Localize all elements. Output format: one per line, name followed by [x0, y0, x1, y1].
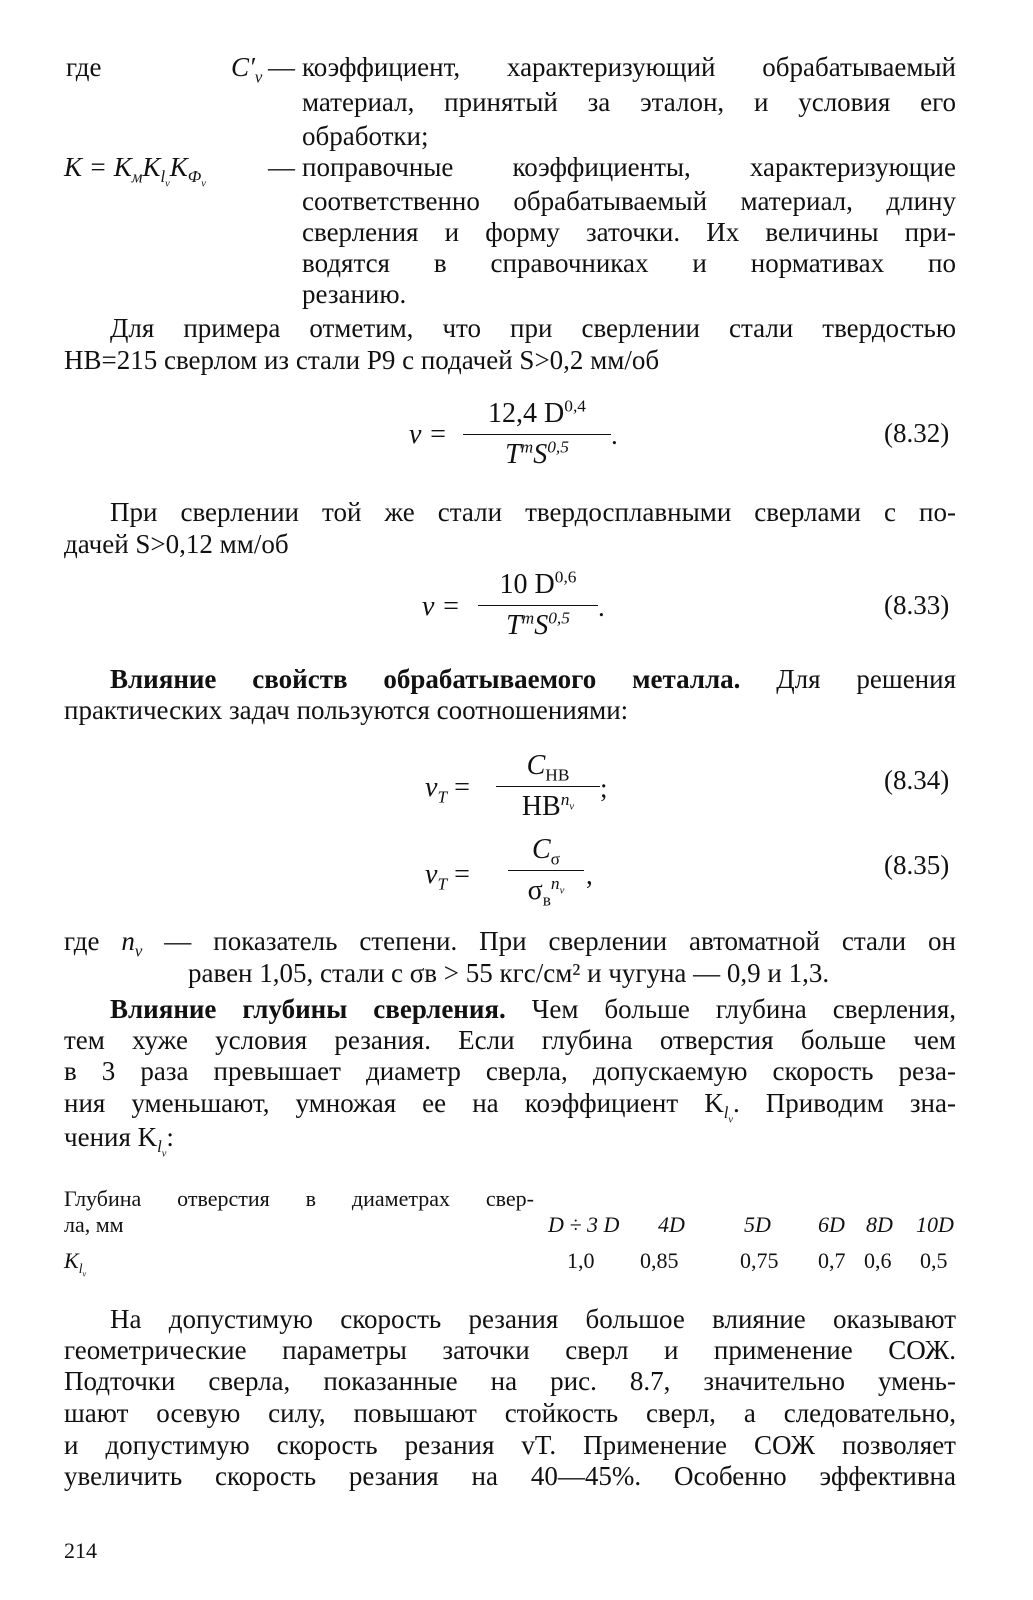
section2-line-1: Влияние глубины сверления. Чем больше глубина сверления, — [110, 994, 956, 1024]
k-def-line-1: поправочные коэффициенты, характеризующие — [302, 152, 956, 182]
eq834-lhs: $v_T$ = — [425, 772, 470, 807]
final-para-line-4: шают осевую силу, повышают стойкость сверл, а следовательно, — [64, 1398, 956, 1428]
final-para-line-3: Подточки сверла, показанные на рис. 8.7, значительно умень- — [64, 1366, 956, 1396]
eq832-period: . — [611, 420, 618, 450]
table-row1-label-a: Глубина отверстия в диаметрах свер- — [64, 1186, 534, 1211]
eq833-period: . — [598, 592, 605, 622]
eq833-numerator: 10 D$^{0,6}$ — [499, 567, 577, 600]
section1-heading: Влияние свойств обрабатываемого металла. — [110, 664, 741, 694]
final-para-line-2: геометрические параметры заточки сверл и применение СОЖ. — [64, 1335, 956, 1365]
eq834-fraction — [496, 748, 600, 825]
para2-line-1: При сверлении той же стали твердосплавными сверлами с по- — [110, 497, 956, 527]
eq832-number: (8.32) — [884, 418, 950, 448]
eq835-number: (8.35) — [884, 850, 950, 880]
c-def-line-3: обработки; — [302, 121, 429, 151]
table-depth-2: 4D — [658, 1212, 685, 1237]
page-number: 214 — [64, 1538, 97, 1563]
section2-line-3: в 3 раза превышает диаметр сверла, допускаемую скорость реза- — [64, 1056, 956, 1086]
para1-line-1: Для примера отметим, что при сверлении стали твердостью — [110, 313, 956, 343]
k-def-line-2: соответственно обрабатываемый материал, длину — [302, 186, 956, 216]
final-para-line-1: На допустимую скорость резания большое влияние оказывают — [110, 1304, 956, 1334]
table-coef-6: 0,5 — [920, 1248, 948, 1273]
k-def-line-5: резанию. — [302, 279, 407, 309]
table-coef-3: 0,75 — [740, 1248, 779, 1273]
k-def-line-3: сверления и форму заточки. Их величины при- — [302, 217, 956, 247]
c-def-line-1: коэффициент, характеризующий обрабатываемый — [302, 52, 956, 82]
table-depth-1: D ÷ 3 D — [548, 1212, 620, 1237]
eq835-fraction — [508, 832, 584, 909]
table-coef-1: 1,0 — [567, 1248, 595, 1273]
eq834-number: (8.34) — [884, 765, 950, 795]
table-depth-5: 8D — [866, 1212, 893, 1237]
eq832-lhs: v = — [409, 419, 448, 450]
eq833-fraction — [478, 567, 598, 644]
eq832-numerator: 12,4 D$^{0,4}$ — [488, 396, 586, 429]
section1-line-1: Влияние свойств обрабатываемого металла. Для решения — [110, 664, 956, 694]
section2-heading: Влияние глубины сверления. — [110, 994, 506, 1024]
where-word: где — [66, 52, 102, 82]
k-formula: $K = K_мK_{l_v}K_{Ф_v}$ — [64, 152, 206, 190]
para1-line-2: HB=215 сверлом из стали Р9 с подачей S>0,2 мм/об — [64, 345, 660, 375]
c-def-line-2: материал, принятый за эталон, и условия его — [302, 87, 956, 117]
eq835-comma: , — [586, 860, 593, 890]
nv-def-line-1: где $n_v$ — показатель степени. При сверлении автоматной стали он — [64, 926, 957, 961]
nv-def-line-2: равен 1,05, стали с σв > 55 кгс/см² и чугуна — 0,9 и 1,3. — [188, 958, 830, 988]
section2-line-4: ния уменьшают, умножая ее на коэффициент $K_{l_v}$. Приводим зна- — [64, 1088, 956, 1126]
eq834-semicolon: ; — [600, 773, 608, 803]
table-depth-6: 10D — [916, 1212, 954, 1237]
eq834-denominator: $HB^{n_v}$ — [521, 789, 575, 822]
table-coef-2: 0,85 — [640, 1248, 679, 1273]
eq835-denominator: $\sigma_в^{n_v}$ — [527, 873, 565, 910]
eq833-number: (8.33) — [884, 590, 950, 620]
table-depth-4: 6D — [818, 1212, 845, 1237]
k-def-line-4: водятся в справочниках и нормативах по — [302, 248, 956, 278]
eq833-lhs: v = — [422, 591, 461, 622]
eq832-denominator: $T^mS^{0,5}$ — [505, 437, 569, 470]
k-dash: — — [268, 152, 295, 182]
para2-line-2: дачей S>0,12 мм/об — [64, 529, 289, 559]
section1-line-2: практических задач пользуются соотношениями: — [64, 695, 629, 725]
eq835-numerator: $C_\sigma$ — [531, 834, 561, 869]
table-coef-4: 0,7 — [818, 1248, 846, 1273]
eq834-numerator: $C_{HB}$ — [526, 750, 570, 785]
c-symbol: $C'_v$ — [231, 52, 263, 87]
final-para-line-5: и допустимую скорость резания vT. Применение СОЖ позволяет — [64, 1430, 956, 1460]
section2-line-5: чения $K_{l_v}$: — [64, 1122, 174, 1160]
c-dash: — — [268, 52, 295, 82]
section2-line-2: тем хуже условия резания. Если глубина отверстия больше чем — [64, 1025, 956, 1055]
table-row1-label-b: ла, мм — [64, 1212, 124, 1237]
table-coef-5: 0,6 — [864, 1248, 892, 1273]
eq832-fraction — [463, 396, 611, 473]
eq833-denominator: $T^mS^{0,5}$ — [506, 608, 570, 641]
eq835-lhs: $v_T$ = — [425, 859, 470, 894]
table-row2-label: $K_{l_v}$ — [64, 1248, 87, 1280]
final-para-line-6: увеличить скорость резания на 40—45%. Особенно эффективна — [64, 1461, 956, 1491]
table-depth-3: 5D — [744, 1212, 771, 1237]
